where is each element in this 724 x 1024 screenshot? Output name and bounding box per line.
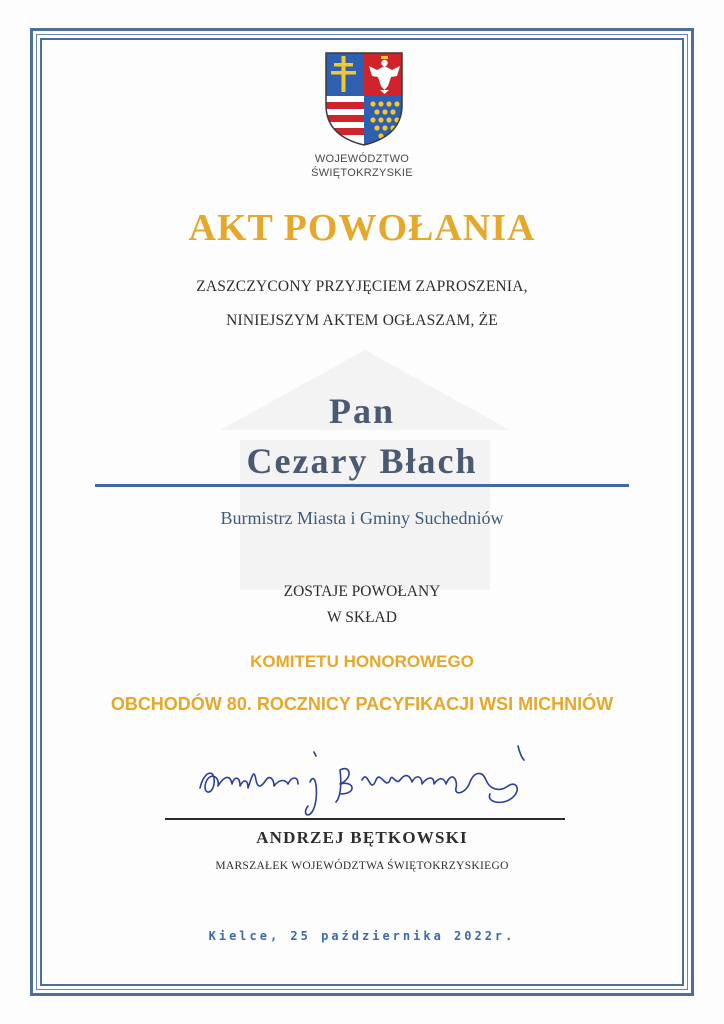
region-name bbox=[262, 152, 462, 180]
coat-of-arms-icon bbox=[323, 50, 405, 148]
signature-icon bbox=[190, 740, 540, 820]
person-position: Burmistrz Miasta i Gminy Suchedniów bbox=[220, 508, 504, 528]
appointed-line-1: ZOSTAJE POWOŁANY bbox=[283, 583, 441, 600]
signatory-name: ANDRZEJ BĘTKOWSKI bbox=[256, 828, 468, 847]
signatory-title: MARSZAŁEK WOJEWÓDZTWA ŚWIĘTOKRZYSKIEGO bbox=[215, 860, 509, 872]
honorific: Pan bbox=[328, 391, 395, 431]
appointed-line-2: W SKŁAD bbox=[327, 609, 397, 626]
committee-line-1: KOMITETU HONOROWEGO bbox=[250, 652, 474, 671]
person-name: Cezary Błach bbox=[246, 441, 478, 481]
document-title: AKT POWOŁANIA bbox=[188, 207, 536, 249]
signature-line bbox=[165, 818, 565, 820]
intro-line-2: NINIEJSZYM AKTEM OGŁASZAM, ŻE bbox=[226, 312, 498, 329]
place-and-date: Kielce, 25 października 2022r. bbox=[208, 929, 516, 943]
region-name-line2: ŚWIĘTOKRZYSKIE bbox=[311, 167, 413, 179]
region-name-line1: WOJEWÓDZTWO bbox=[314, 153, 410, 165]
name-underline bbox=[95, 484, 629, 487]
intro-line-1: ZASZCZYCONY PRZYJĘCIEM ZAPROSZENIA, bbox=[196, 278, 528, 295]
committee-line-2: OBCHODÓW 80. ROCZNICY PACYFIKACJI WSI MICHNIÓW bbox=[110, 694, 614, 714]
